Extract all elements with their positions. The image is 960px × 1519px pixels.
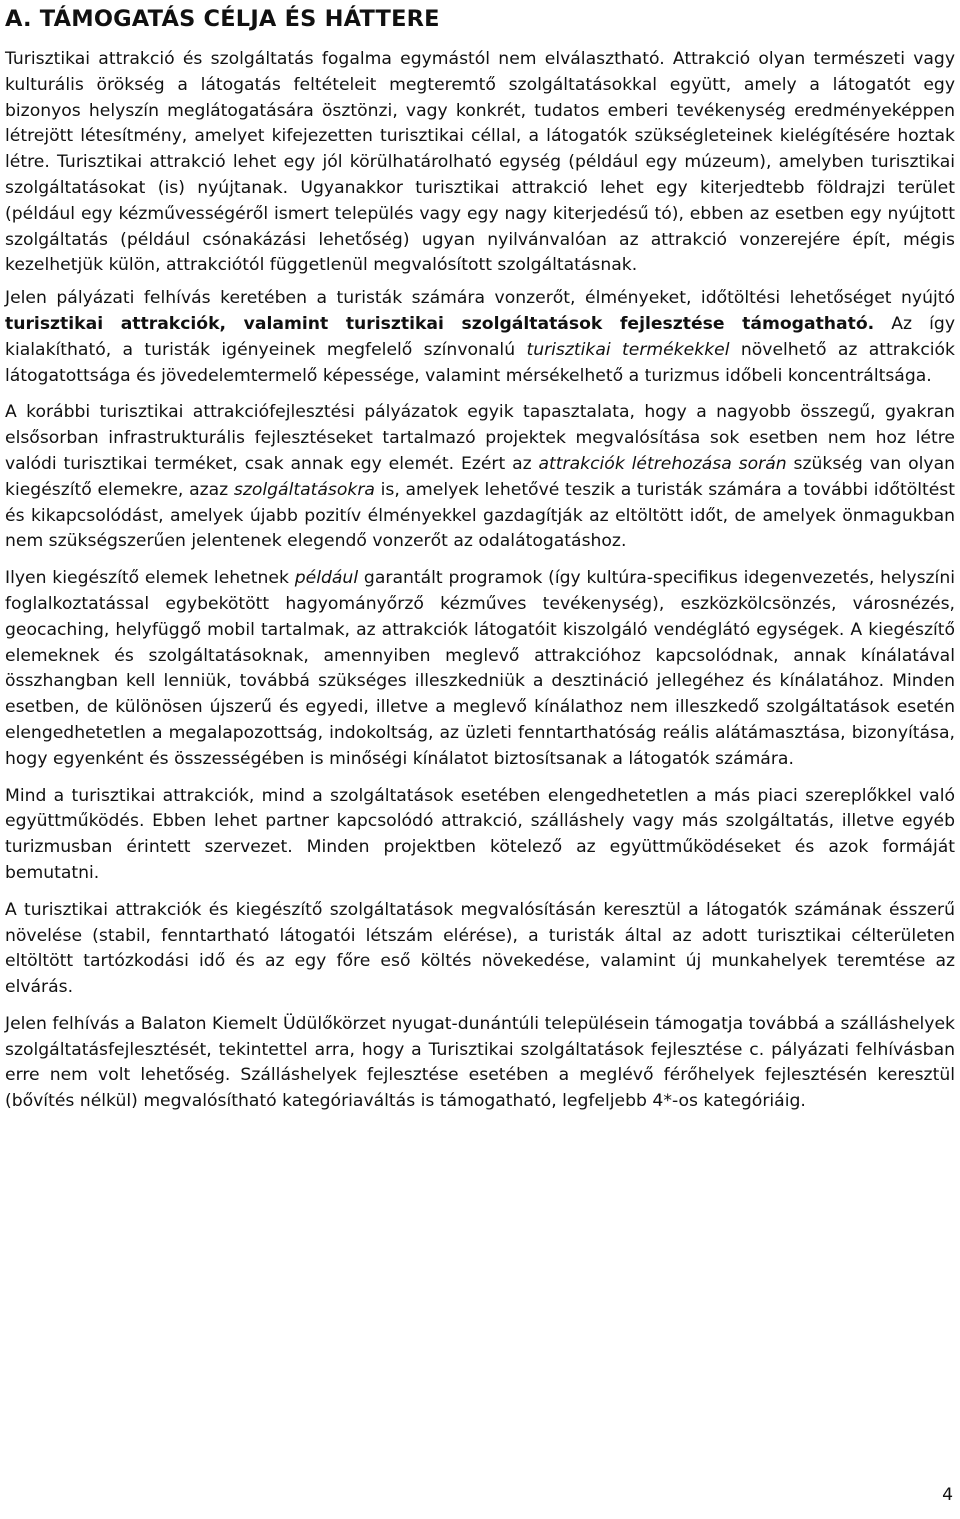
italic-emphasis: turisztikai termékekkel [526,339,730,360]
paragraph-complementary-elements [5,566,955,772]
paragraph-text: is, amelyek lehetővé teszik a turisták számára a további időtöltést és kikapcsolódást, amelyek újabb pozitív élményekkel gazdagítják az eltöltött időt, de amelyek önmagukban nem szükségszerűen jelentenek elegendő vonzerőt az odalátogatáshoz. [5,479,955,552]
italic-emphasis: szolgáltatásokra [233,479,375,500]
paragraph-cooperation: Mind a turisztikai attrakciók, mind a szolgáltatások esetében elengedhetetlen a más piaci szereplőkkel való együttműködés. Ebben lehet partner kapcsolódó attrakció, szálláshely vagy más szolgáltatás, illetve egyéb turizmusban érintett szervezet. Minden projektben kötelező az együttműködéseket és azok formáját bemutatni. [5,785,955,883]
italic-emphasis: például [294,568,359,589]
paragraph-supported-activities [5,286,955,389]
page-number: 4 [942,1485,953,1505]
paragraph-accommodation: Jelen felhívás a Balaton Kiemelt Üdülőkörzet nyugat-dunántúli településein támogatja továbbá a szálláshelyek szolgáltatásfejlesztését, tekintettel arra, hogy a Turisztikai szolgáltatások fejlesztése c. pályázati felhívásban erre nem volt lehetőség. Szálláshelyek fejlesztése esetében a meglévő férőhelyek fejlesztésén keresztül (bővítés nélkül) megvalósítható kategóriaváltás is támogatható, legfeljebb 4*-os kategóriáig. [5,1013,955,1112]
paragraph-text: garantált programok (így kultúra-specifikus idegenvezetés, helyszíni foglalkoztatással egybekötött hagyományőrző kézműves tevékenység), eszközkölcsönzés, városnézés, geocaching, helyfüggő mobil tartalmak, az attrakciók látogatóit kiszolgáló vendéglátó egységek. A kiegészítő elemeknek és szolgáltatásoknak, amennyiben meglevő attrakcióhoz kapcsolódnak, annak kínálatával összhangban kell lenniük, továbbá szükséges illeszkedniük a desztináció jellegéhez és kínálatához. Minden esetben, de különösen újszerű és egyedi, illetve a meglevő kínálathoz nem illeszkedő szolgáltatások esetén elengedhetetlen a megalapozottság, indokoltság, az üzleti fenntarthatóság reális alátámasztása, bizonyítása, hogy egyenként és összességében is minőségi kínálatot biztosítsanak a látogatók számára. [5,568,955,769]
paragraph-text: szükség van olyan kiegészítő elemekre, azaz [5,453,955,500]
document-page [5,0,955,1115]
paragraph-text: Jelen pályázati felhívás keretében a turisták számára vonzerőt, élményeket, időtöltési lehetőséget nyújtó [5,288,955,309]
section-heading: A. TÁMOGATÁS CÉLJA ÉS HÁTTERE [5,6,440,32]
paragraph-text: Turisztikai attrakció lehet egy jól körülhatárolható egység (például egy múzeum), amelyben turisztikai szolgáltatásokat (is) nyújtanak. Ugyanakkor turisztikai attrakció lehet egy kiterjedtebb földrajzi terület (például egy kézművességéről ismert település vagy egy nagy kiterjedésű tó), ebben az esetben egy nyújtott szolgáltatás (például csónakázási lehetőség) ugyan nyilvánvalóan az attrakció vonzerejére épít, mégis kezelhetjük külön, attrakciótól függetlenül megvalósított szolgáltatásnak. [5,152,955,276]
italic-emphasis: attrakciók létrehozása során [538,453,787,474]
paragraph-attraction-definition [5,47,955,279]
bold-emphasis: turisztikai attrakciók, valamint turisztikai szolgáltatások fejlesztése támogatható. [5,313,875,334]
paragraph-text: A korábbi turisztikai attrakciófejlesztési pályázatok egyik tapasztalata, hogy a nagyobb összegű, gyakran elsősorban infrastrukturális fejlesztéseket tartalmazó projektek megvalósítása sok esetben nem hoz létre valódi turisztikai terméket, csak annak egy elemét. Ezért az [5,402,955,474]
paragraph-text: Ilyen kiegészítő elemek lehetnek [5,568,295,589]
paragraph-text: növelhető az attrakciók látogatottsága és jövedelemtermelő képessége, valamint mérsékelhető a turizmus időbeli koncentráltsága. [5,339,956,386]
paragraph-previous-experience [5,400,955,555]
paragraph-text: Az így kialakítható, a turisták igényeinek megfelelő színvonalú [5,313,955,360]
paragraph-text: Turisztikai attrakció és szolgáltatás fogalma egymástól nem elválasztható. Attrakció olyan természeti vagy kulturális örökség a látogatás feltételeit megteremtő szolgáltatásokkal együtt, amely a látogatót egy bizonyos helyszín meglátogatására ösztönzi, vagy konkrét, tudatos emberi tevékenység eredményeképpen létrejött létesítmény, amelyet kifejezetten turisztikai céllal, a látogatók szükségleteinek kielégítésére hoztak létre. [5,49,955,173]
paragraph-expectations: A turisztikai attrakciók és kiegészítő szolgáltatások megvalósításán keresztül a látogatók számának ésszerű növelése (stabil, fenntartható látogatói létszám elérése), a turisták által az adott turisztikai célterületen eltöltött tartózkodási idő és az egy főre eső költés növekedése, valamint új munkahelyek teremtése az elvárás. [5,899,955,998]
